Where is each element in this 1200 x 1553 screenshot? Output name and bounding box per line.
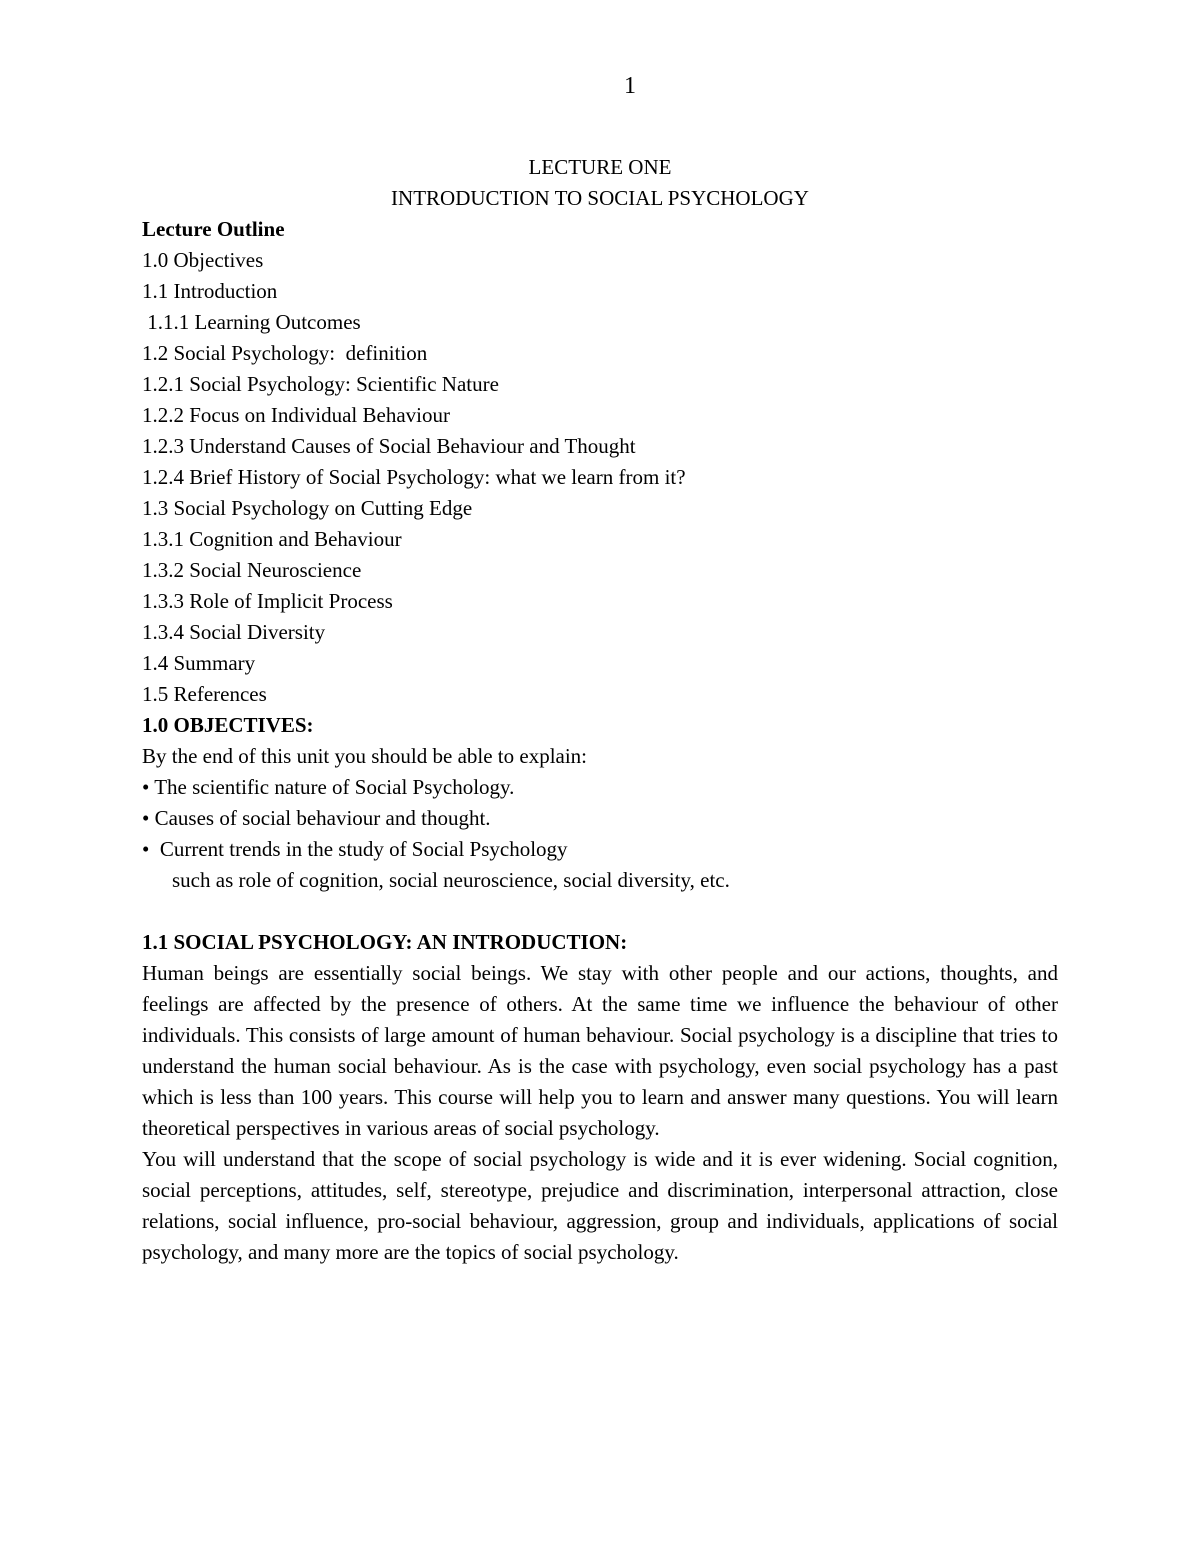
- outline-item: 1.3.4 Social Diversity: [142, 620, 326, 644]
- objective-bullet: • Current trends in the study of Social Psychology: [142, 837, 568, 861]
- outline-item: 1.0 Objectives: [142, 248, 264, 272]
- objective-continuation: such as role of cognition, social neuroscience, social diversity, etc.: [172, 868, 730, 892]
- objective-bullet: • Causes of social behaviour and thought.: [142, 806, 491, 830]
- outline-item: 1.4 Summary: [142, 651, 256, 675]
- outline-item: 1.2.1 Social Psychology: Scientific Nature: [142, 372, 499, 396]
- objectives-list: [142, 772, 1058, 896]
- outline-item: 1.2.2 Focus on Individual Behaviour: [142, 403, 450, 427]
- outline-item: 1.3.1 Cognition and Behaviour: [142, 527, 402, 551]
- outline-item: 1.5 References: [142, 682, 267, 706]
- outline-item: 1.2 Social Psychology: definition: [142, 341, 428, 365]
- outline-item: 1.3.3 Role of Implicit Process: [142, 589, 393, 613]
- introduction-paragraph: You will understand that the scope of social psychology is wide and it is ever widening. Social cognition, social perceptions, attitudes, self, stereotype, prejudice and discrimination, interpersonal attraction, close relations, social influence, pro-social behaviour, aggression, group and individuals, applications of social psychology, and many more are the topics of social psychology.: [142, 1147, 1058, 1264]
- introduction-paragraph: Human beings are essentially social beings. We stay with other people and our actions, thoughts, and feelings are affected by the presence of others. At the same time we influence the behaviour of other individuals. This consists of large amount of human behaviour. Social psychology is a discipline that tries to understand the human social behaviour. As is the case with psychology, even social psychology has a past which is less than 100 years. This course will help you to learn and answer many questions. You will learn theoretical perspectives in various areas of social psychology.: [142, 961, 1058, 1140]
- outline-item: 1.3 Social Psychology on Cutting Edge: [142, 496, 473, 520]
- objective-bullet: • The scientific nature of Social Psychology.: [142, 775, 515, 799]
- outline-heading: Lecture Outline: [142, 217, 285, 241]
- outline-list: [142, 245, 1058, 710]
- outline-item: 1.1 Introduction: [142, 279, 278, 303]
- outline-item: 1.2.4 Brief History of Social Psychology: what we learn from it?: [142, 465, 686, 489]
- page-number: 1: [624, 73, 636, 99]
- introduction-heading: 1.1 SOCIAL PSYCHOLOGY: AN INTRODUCTION:: [142, 930, 628, 954]
- lecture-title: [0, 152, 1200, 214]
- outline-item: 1.1.1 Learning Outcomes: [142, 310, 361, 334]
- outline-item: 1.2.3 Understand Causes of Social Behaviour and Thought: [142, 434, 636, 458]
- section-spacer: [142, 896, 1058, 927]
- objectives-heading: 1.0 OBJECTIVES:: [142, 713, 314, 737]
- objectives-intro: By the end of this unit you should be able to explain:: [142, 744, 588, 768]
- content-body: [142, 214, 1058, 1268]
- lecture-title-line2: INTRODUCTION TO SOCIAL PSYCHOLOGY: [391, 186, 809, 210]
- lecture-title-line1: LECTURE ONE: [528, 155, 672, 179]
- outline-item: 1.3.2 Social Neuroscience: [142, 558, 362, 582]
